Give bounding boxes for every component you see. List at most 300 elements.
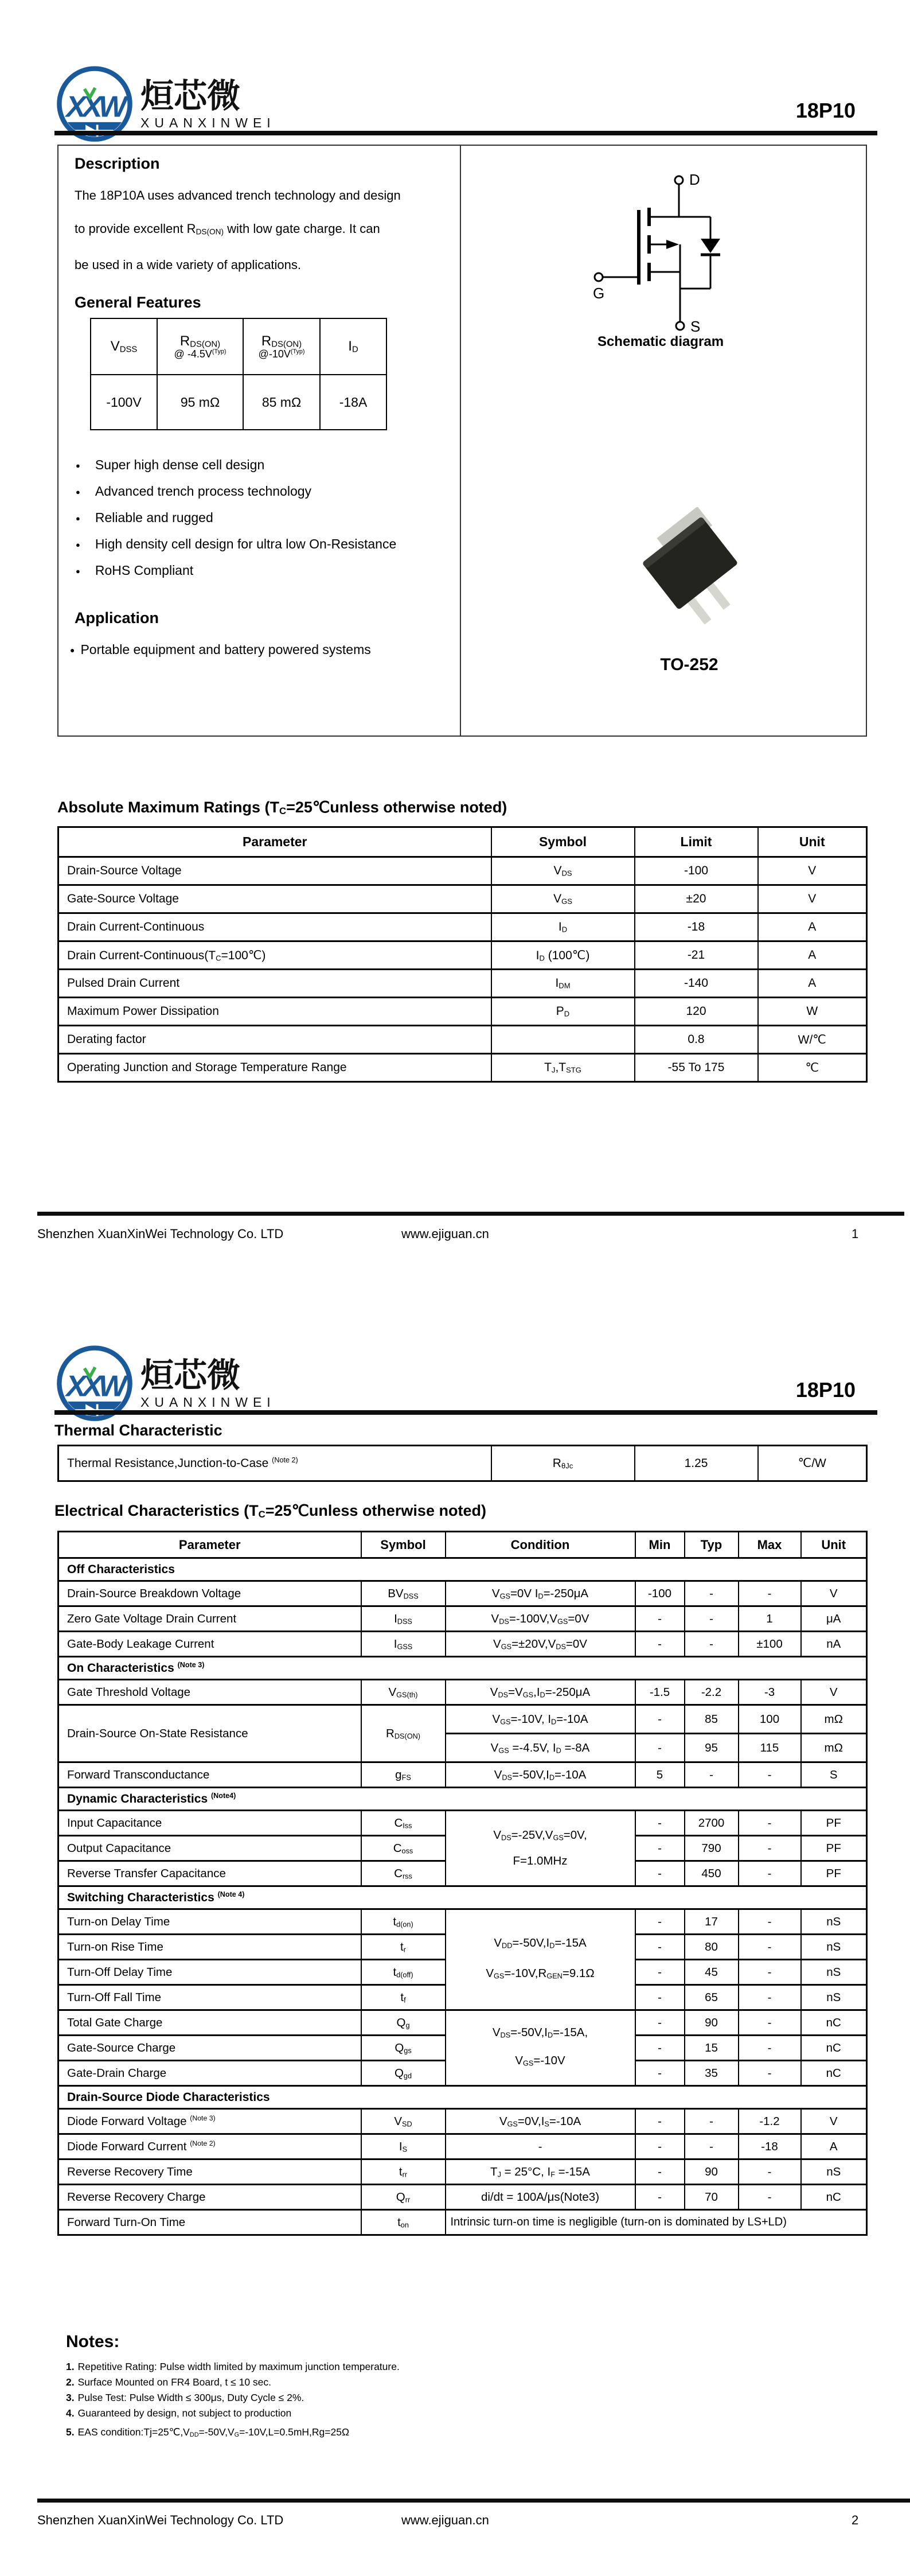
description-line: be used in a wide variety of applications. [75,258,302,273]
unit-cell: mΩ [801,1734,867,1762]
section-dynamic-characteristics: Dynamic Characteristics $^{(Note4)}$ [58,1788,867,1811]
unit-cell: nS [801,1985,867,2010]
table-row [91,318,386,375]
min-cell: - [635,1811,685,1836]
max-cell: 115 [739,1734,801,1762]
param-cell: Output Capacitance [58,1836,361,1861]
param-cell: Forward Turn-On Time [58,2210,361,2235]
pin-label-drain: D [689,171,700,188]
condition-cell: $V_{GS}=\pm 20V,V_{DS}=0V$ [446,1632,635,1657]
typ-cell: 90 [685,2010,739,2036]
condition-cell: $V_{GS} =-4.5V$, $I_D =-8A$ [446,1734,635,1762]
min-cell: - [635,1705,685,1734]
schematic-caption: Schematic diagram [597,334,724,349]
package-caption: TO-252 [660,655,718,674]
symbol-cell: $V_{SD}$ [361,2109,446,2134]
typ-cell: -2.2 [685,1680,739,1705]
note-item: 1. Repetitive Rating: Pulse width limited by maximum junction temperature. [66,2361,400,2372]
condition-cell: $V_{GS}=0V$ $I_D=-250\mu A$ [446,1581,635,1606]
table-row [58,2210,867,2235]
footer-rule [37,1212,904,1216]
param-cell: Drain-Source On-State Resistance [58,1705,361,1762]
feature-item [76,508,396,528]
param-cell: Gate-Drain Charge [58,2061,361,2086]
table-row [58,1581,867,1606]
param-cell: Drain Current-Continuous [58,913,491,941]
unit-cell: nC [801,2185,867,2210]
table-row [58,2159,867,2185]
pin-label-source: S [690,318,701,335]
note-item: 4. Guaranteed by design, not subject to production [66,2407,292,2419]
symbol-cell: $t_{on}$ [361,2210,446,2235]
min-cell: - [635,1935,685,1960]
table-header-row [58,1532,867,1558]
col-header-parameter: Parameter [58,827,491,857]
table-row [58,1026,867,1054]
typ-cell: 450 [685,1861,739,1886]
unit-cell: V [758,857,867,885]
description-line: The 18P10A uses advanced trench technology and design [75,188,401,203]
table-row [58,2010,867,2036]
max-cell: - [739,1960,801,1985]
limit-cell: -55 To 175 [635,1054,758,1082]
symbol-cell: $C_{rss}$ [361,1861,446,1886]
typ-cell: 70 [685,2185,739,2210]
bullet-icon: ● [70,645,75,655]
col-header-symbol: Symbol [491,827,635,857]
min-cell: 5 [635,1762,685,1788]
pin-label-gate: G [593,285,605,302]
typ-cell: 15 [685,2036,739,2061]
unit-cell: A [758,970,867,998]
param-cell: Diode Forward Current $^{(Note 2)}$ [58,2134,361,2159]
section-switching-characteristics: Switching Characteristics $^{(Note 4)}$ [58,1886,867,1909]
max-cell: - [739,1935,801,1960]
note-item: 5. EAS $condition:Tj=25℃,V_{DD}=-50V,V_G=-10V,L=0.5mH,Rg=25\Omega$ [66,2426,350,2438]
condition-cell: $V_{GS}=-10V$, $I_D=-10A$ [446,1705,635,1734]
symbol-cell: $V_{GS}$ [491,885,635,913]
unit-cell: PF [801,1811,867,1836]
feature-item [76,535,396,554]
max-cell: - [739,2185,801,2210]
column-divider [460,146,461,736]
typ-cell: 790 [685,1836,739,1861]
min-cell: - [635,2185,685,2210]
electrical-characteristics-table [57,1531,868,2236]
logo-monogram: XXW [66,1369,123,1403]
max-cell: - [739,1836,801,1861]
param-cell: Gate-Source Voltage [58,885,491,913]
application-title: Application [75,609,159,627]
unit-cell: PF [801,1836,867,1861]
header-rule [54,131,877,135]
min-cell: - [635,2036,685,2061]
unit-cell: nA [801,1632,867,1657]
limit-cell: -18 [635,913,758,941]
mosfet-schematic-diagram [581,171,731,343]
gf-value-vdss: -100V [91,375,157,430]
table-row [58,885,867,913]
max-cell: - [739,1811,801,1836]
unit-cell: ℃/W [758,1446,867,1481]
max-cell: - [739,1861,801,1886]
notes-list [66,2359,400,2443]
feature-item [76,482,396,501]
limit-cell: -100 [635,857,758,885]
typ-cell: 65 [685,1985,739,2010]
typ-cell: - [685,1762,739,1788]
logo-english-name: XUANXINWEI [140,1394,276,1410]
param-cell: Maximum Power Dissipation [58,998,491,1026]
table-row [58,1680,867,1705]
min-cell: - [635,2134,685,2159]
unit-cell: nC [801,2036,867,2061]
typ-cell: - [685,1581,739,1606]
min-cell: - [635,1836,685,1861]
col-header-condition: Condition [446,1532,635,1558]
condition-cell: $V_{DD}=-50V,I_D=-15A$ $V_{GS}=-10V,R_{GEN}=9.1\Omega$ [446,1909,635,2010]
param-cell: Zero Gate Voltage Drain Current [58,1606,361,1632]
unit-cell: V [801,1581,867,1606]
table-row [58,1811,867,1836]
min-cell: - [635,2061,685,2086]
typ-cell: 80 [685,1935,739,1960]
unit-cell: PF [801,1861,867,1886]
thermal-title: Thermal Characteristic [54,1422,222,1439]
symbol-cell: $R_{DS(ON)}$ [361,1705,446,1762]
body-diode-triangle [701,239,720,253]
abs-max-ratings-table [57,826,868,1083]
header-rule [54,1410,877,1415]
limit-cell: 120 [635,998,758,1026]
unit-cell: mΩ [801,1705,867,1734]
feature-text: Advanced trench process technology [95,484,312,499]
col-header-limit: Limit [635,827,758,857]
section-row [58,1558,867,1581]
max-cell: -18 [739,2134,801,2159]
logo-monogram: XXW [66,90,123,124]
table-row [58,1606,867,1632]
param-cell: Reverse Recovery Charge [58,2185,361,2210]
section-on-characteristics: On Characteristics $^{(Note 3)}$ [58,1657,867,1680]
datasheet-page-2 [0,1291,910,2576]
col-header-min: Min [635,1532,685,1558]
unit-cell: μA [801,1606,867,1632]
min-cell: - [635,1861,685,1886]
bullet-icon: ● [76,461,80,470]
feature-text: High density cell design for ultra low On-Resistance [95,536,397,551]
gf-header-vdss: $V_{DSS}$ [91,318,157,375]
table-row [58,1705,867,1734]
param-cell: Reverse Transfer Capacitance [58,1861,361,1886]
value-cell: 1.25 [635,1446,758,1481]
col-header-unit: Unit [801,1532,867,1558]
min-cell: - [635,1909,685,1935]
footer-page-number: 2 [852,2513,859,2527]
typ-cell: 35 [685,2061,739,2086]
condition-cell: $V_{DS}=-25V,V_{GS}=0V$, F=1.0MHz [446,1811,635,1886]
unit-cell: nS [801,1960,867,1985]
symbol-cell: $I_D$ [491,913,635,941]
max-cell: - [739,2159,801,2185]
min-cell: -100 [635,1581,685,1606]
general-features-title: General Features [75,294,201,311]
max-cell: 1 [739,1606,801,1632]
table-row [58,2185,867,2210]
param-cell: Drain Current-$Continuous(T_C=100℃)$ [58,941,491,970]
limit-cell: ±20 [635,885,758,913]
symbol-cell: $Q_g$ [361,2010,446,2036]
unit-cell: W [758,998,867,1026]
typ-cell: 85 [685,1705,739,1734]
table-row [58,970,867,998]
gf-value-rdson-10v: 85 mΩ [243,375,320,430]
abs-max-ratings-title: Absolute Maximum Ratings ($T_C=25℃unless$ otherwise noted) [57,799,507,816]
symbol-cell: $t_f$ [361,1985,446,2010]
max-cell: - [739,2036,801,2061]
min-cell: - [635,2010,685,2036]
table-header-row [58,827,867,857]
symbol-cell: $Q_{gd}$ [361,2061,446,2086]
unit-cell: V [801,2109,867,2134]
feature-item [76,456,396,475]
param-cell: Gate Threshold Voltage [58,1680,361,1705]
max-cell: - [739,1581,801,1606]
min-cell: -1.5 [635,1680,685,1705]
symbol-cell: $C_{oss}$ [361,1836,446,1861]
limit-cell: 0.8 [635,1026,758,1054]
footer-website: www.ejiguan.cn [401,1227,489,1241]
application-item [70,640,371,659]
unit-cell: nS [801,2159,867,2185]
section-off-characteristics: Off Characteristics [58,1558,867,1581]
condition-cell: $V_{GS}=0V,I_S=-10A$ [446,2109,635,2134]
typ-cell: 45 [685,1960,739,1985]
logo-english-name: XUANXINWEI [140,115,276,130]
param-cell: Forward Transconductance [58,1762,361,1788]
unit-cell: A [758,941,867,970]
unit-cell: nC [801,2061,867,2086]
param-cell: Total Gate Charge [58,2010,361,2036]
param-cell: Gate-Body Leakage Current [58,1632,361,1657]
table-row [58,857,867,885]
logo-text [140,79,276,131]
gate-arrow [666,240,679,249]
table-row [58,1054,867,1082]
symbol-cell: $V_{DS}$ [491,857,635,885]
symbol-cell: $t_{rr}$ [361,2159,446,2185]
table-row [58,998,867,1026]
feature-item [76,561,396,581]
gf-header-rdson-10v: $R_{DS(ON)}$ $@-10V^{(Typ)}$ [243,318,320,375]
min-cell: - [635,2159,685,2185]
gf-value-rdson-4v5: 95 mΩ [157,375,243,430]
footer-company: Shenzhen XuanXinWei Technology Co. LTD [37,1227,284,1241]
thermal-table [57,1445,868,1482]
max-cell: - [739,1985,801,2010]
max-cell: -1.2 [739,2109,801,2134]
unit-cell: V [801,1680,867,1705]
max-cell: -3 [739,1680,801,1705]
description-paragraph [75,179,401,282]
param-cell: Gate-Source Charge [58,2036,361,2061]
overview-box [57,145,867,737]
condition-cell: $T_J = 25^\circ C$, $I_F =-15A$ [446,2159,635,2185]
min-cell: - [635,1632,685,1657]
symbol-cell: $t_{d(on)}$ [361,1909,446,1935]
symbol-cell: $I_{DM}$ [491,970,635,998]
table-row [58,1632,867,1657]
max-cell: - [739,2061,801,2086]
param-cell: Drain-Source Breakdown Voltage [58,1581,361,1606]
min-cell: - [635,1985,685,2010]
general-features-table [90,318,387,430]
col-header-max: Max [739,1532,801,1558]
min-cell: - [635,1960,685,1985]
footer-page-number: 1 [852,1227,859,1241]
unit-cell: nC [801,2010,867,2036]
typ-cell: 2700 [685,1811,739,1836]
typ-cell: - [685,2134,739,2159]
condition-cell: $V_{DS}=-100V,V_{GS}=0V$ [446,1606,635,1632]
gf-header-id: $I_D$ [320,318,386,375]
typ-cell: - [685,2109,739,2134]
symbol-cell: $V_{GS(th)}$ [361,1680,446,1705]
application-text: Portable equipment and battery powered systems [80,642,371,657]
footer-rule [37,2499,910,2503]
condition-cell: di/dt = 100A/μs(Note3) [446,2185,635,2210]
bullet-icon: ● [76,567,80,575]
param-cell: Operating Junction and Storage Temperature Range [58,1054,491,1082]
unit-cell: W/℃ [758,1026,867,1054]
unit-cell: nS [801,1935,867,1960]
param-cell: Pulsed Drain Current [58,970,491,998]
param-cell: Diode Forward Voltage $^{(Note 3)}$ [58,2109,361,2134]
unit-cell: S [801,1762,867,1788]
symbol-cell: $t_{d(off)}$ [361,1960,446,1985]
section-row [58,1788,867,1811]
features-list [76,456,396,587]
unit-cell: A [801,2134,867,2159]
symbol-cell: $P_D$ [491,998,635,1026]
notes-title: Notes: [66,2332,120,2351]
min-cell: - [635,1606,685,1632]
electrical-title: Electrical Characteristics ($T_C=25℃unless$ otherwise noted) [54,1502,486,1520]
col-header-unit: Unit [758,827,867,857]
symbol-cell [491,1026,635,1054]
param-cell: Derating factor [58,1026,491,1054]
condition-cell: $V_{DS}=-50V,I_D=-15A$, $V_{GS}=-10V$ [446,2010,635,2086]
max-cell: - [739,1909,801,1935]
section-row [58,1886,867,1909]
bullet-icon: ● [76,540,80,549]
symbol-cell: $I_{DSS}$ [361,1606,446,1632]
max-cell: 100 [739,1705,801,1734]
param-cell: Turn-Off Delay Time [58,1960,361,1985]
max-cell: - [739,2010,801,2036]
feature-text: Super high dense cell design [95,457,265,472]
max-cell: - [739,1762,801,1788]
bullet-icon: ● [76,514,80,523]
condition-cell: - [446,2134,635,2159]
table-row [58,2109,867,2134]
limit-cell: -21 [635,941,758,970]
bullet-icon: ● [76,488,80,496]
typ-cell: 17 [685,1909,739,1935]
param-cell: Drain-Source Voltage [58,857,491,885]
gf-value-id: -18A [320,375,386,430]
table-row [58,941,867,970]
unit-cell: ℃ [758,1054,867,1082]
condition-span-cell: Intrinsic turn-on time is negligible (turn-on is dominated by LS+LD) [446,2210,867,2235]
param-cell: Reverse Recovery Time [58,2159,361,2185]
note-item: 2. Surface Mounted on FR4 Board, t ≤ 10 sec. [66,2376,272,2388]
table-row [58,913,867,941]
logo-text [140,1359,276,1410]
feature-text: RoHS Compliant [95,563,194,578]
logo-chinese-name: 烜芯微 [140,1357,241,1395]
min-cell: - [635,1734,685,1762]
typ-cell: 95 [685,1734,739,1762]
gf-header-rdson-4v5: $R_{DS(ON)}$ @ $-4.5V^{(Typ)}$ [157,318,243,375]
note-item: 3. Pulse Test: Pulse Width ≤ 300μs, Duty Cycle ≤ 2%. [66,2392,304,2403]
symbol-cell: $Q_{rr}$ [361,2185,446,2210]
unit-cell: V [758,885,867,913]
table-row [58,1446,867,1481]
description-line: to provide excellent $R_{DS(ON)}$ with low gate charge. It can [75,221,380,236]
symbol-cell: $g_{FS}$ [361,1762,446,1788]
footer-company: Shenzhen XuanXinWei Technology Co. LTD [37,2513,284,2527]
unit-cell: A [758,913,867,941]
symbol-cell: $I_D$ (100℃) [491,941,635,970]
param-cell: Thermal Resistance,Junction-to-Case $^{(Note 2)}$ [58,1446,491,1481]
param-cell: Input Capacitance [58,1811,361,1836]
section-row [58,1657,867,1680]
param-cell: Turn-Off Fall Time [58,1985,361,2010]
symbol-cell: $C_{Iss}$ [361,1811,446,1836]
feature-text: Reliable and rugged [95,510,213,525]
part-number: 18P10 [795,1378,856,1402]
table-row [91,375,386,430]
logo-chinese-name: 烜芯微 [140,77,241,115]
condition-cell: $V_{DS}=-50V,I_D=-10A$ [446,1762,635,1788]
table-row [58,1762,867,1788]
table-row [58,2134,867,2159]
to252-package-photo [620,507,770,639]
part-number: 18P10 [795,99,856,122]
col-header-typ: Typ [685,1532,739,1558]
typ-cell: - [685,1632,739,1657]
typ-cell: - [685,1606,739,1632]
limit-cell: -140 [635,970,758,998]
footer-website: www.ejiguan.cn [401,2513,489,2527]
param-cell: Turn-on Delay Time [58,1909,361,1935]
col-header-parameter: Parameter [58,1532,361,1558]
symbol-cell: $T_J,T_{STG}$ [491,1054,635,1082]
symbol-cell: $BV_{DSS}$ [361,1581,446,1606]
symbol-cell: $Q_{gs}$ [361,2036,446,2061]
unit-cell: nS [801,1909,867,1935]
symbol-cell: $t_r$ [361,1935,446,1960]
description-title: Description [75,155,160,172]
section-diode-characteristics: Drain-Source Diode Characteristics [58,2086,867,2109]
symbol-cell: $I_S$ [361,2134,446,2159]
symbol-cell: $R_{\theta Jc}$ [491,1446,635,1481]
min-cell: - [635,2109,685,2134]
typ-cell: 90 [685,2159,739,2185]
condition-cell: $V_{DS}=V_{GS},I_D=-250\mu A$ [446,1680,635,1705]
max-cell: ±100 [739,1632,801,1657]
